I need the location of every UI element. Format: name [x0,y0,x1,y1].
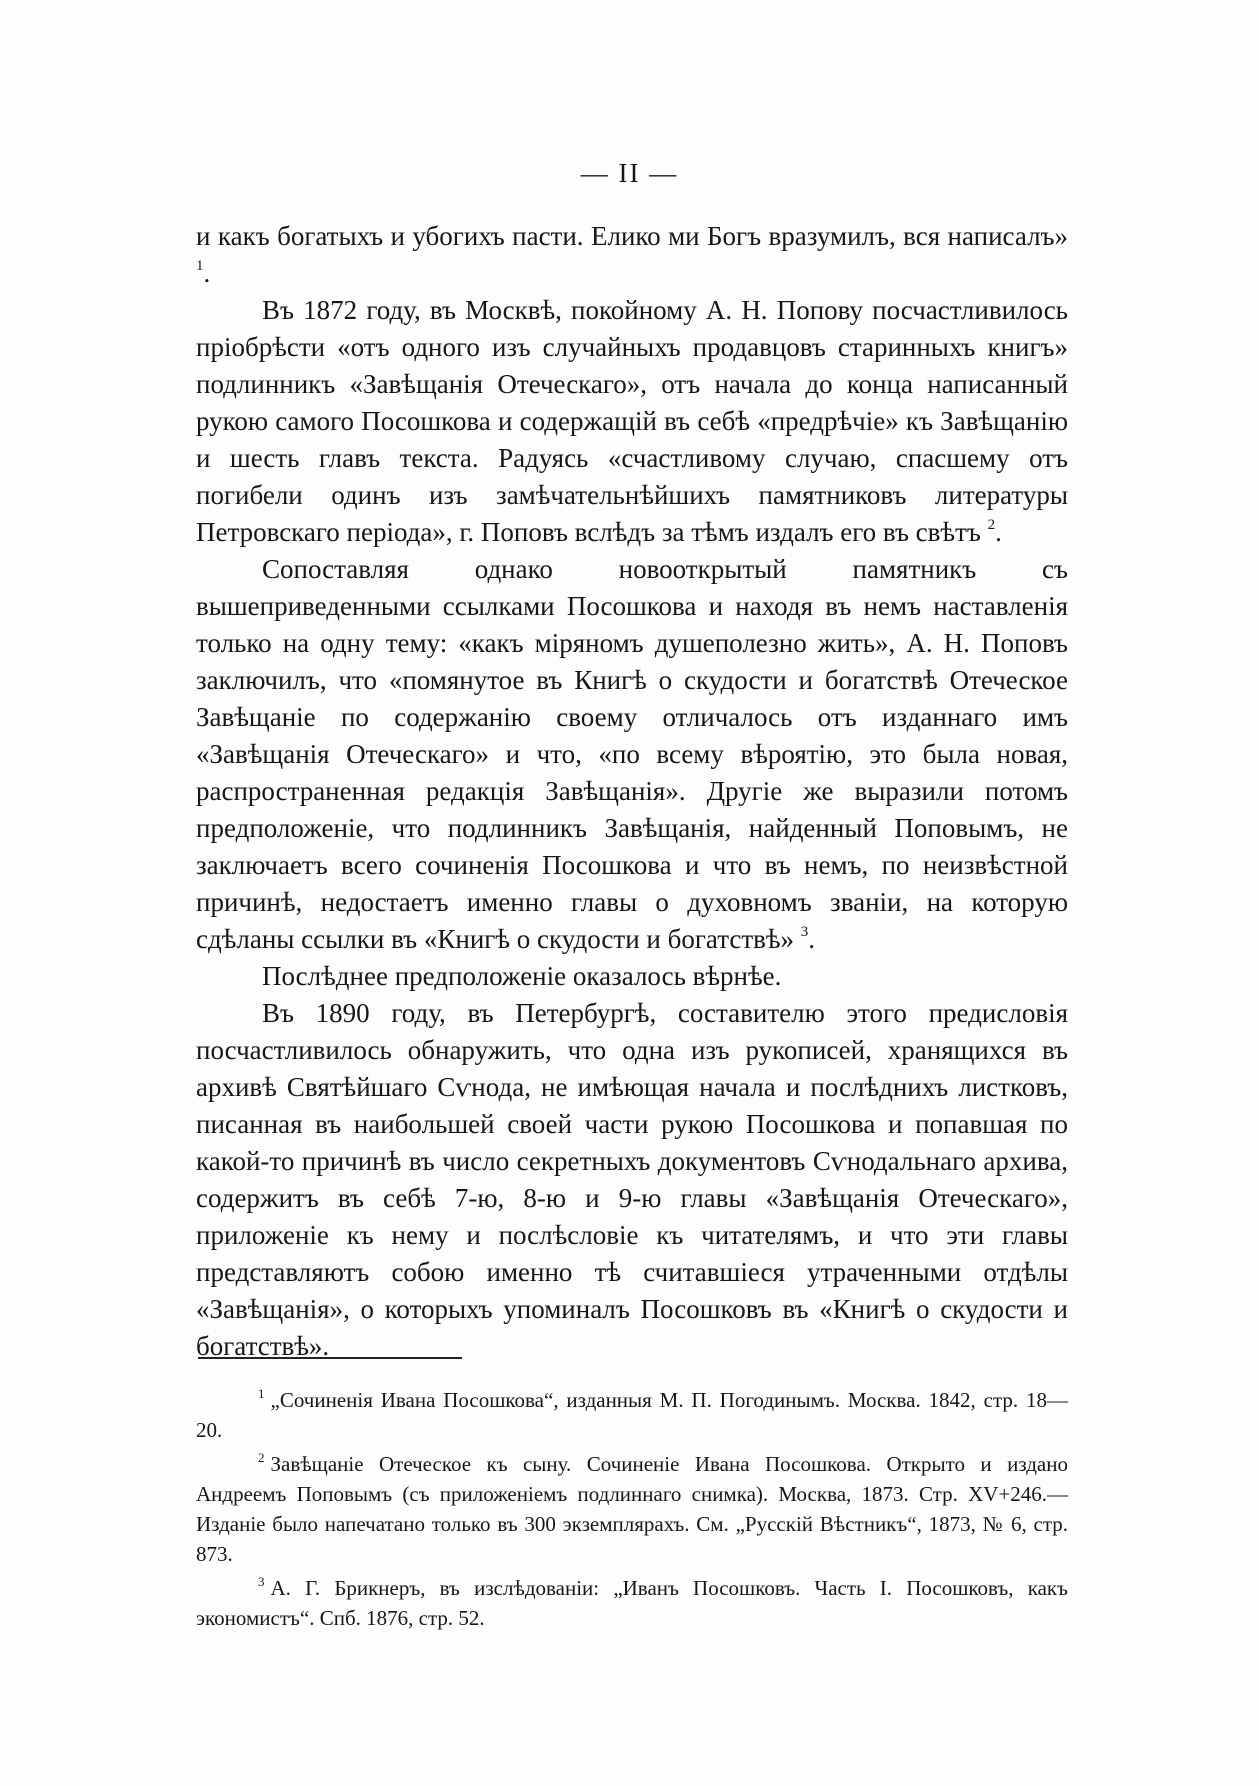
footnote-divider [198,1357,462,1359]
footnote-1 [196,1385,1068,1445]
paragraph-5 [196,995,1068,1365]
paragraph-text: Послѣднее предположеніе оказалось вѣрнѣе. [262,961,782,991]
paragraph-1: и какъ богатыхъ и убогихъ пасти. Елико ми Богъ вразумилъ, вся написалъ» $^1$. [196,221,1068,288]
footnotes [196,1385,1068,1637]
footnote-text: А. Г. Брикнеръ, въ изслѣдованіи: „Иванъ Посошковъ. Часть I. Посошковъ, какъ экономистъ“. Спб. 1876, стр. 52. [196,1576,1068,1630]
page-number: — II — [580,158,679,188]
paragraph-text: Въ 1890 году, въ Петербургѣ, составителю этого предисловія посчастливилось обнаружить, что одна изъ рукописей, хранящихся въ архивѣ Святѣйшаго Сѵнода, не имѣющая начала и послѣднихъ листковъ, писанная въ наибольшей своей части рукою Посошкова и попавшая по какой-то причинѣ въ число секретныхъ документовъ Сѵнодальнаго архива, содержитъ въ себѣ 7-ю, 8-ю и 9-ю главы «Завѣщанія Отеческаго», приложеніе къ нему и послѣсловіе къ читателямъ, и что эти главы представляютъ собою именно тѣ считавшіеся утраченными отдѣлы «Завѣщанія», о которыхъ упоминалъ Посошковъ въ «Книгѣ о скудости и богатствѣ». [196,998,1068,1361]
footnote-3 [196,1573,1068,1633]
paragraph-2: Въ 1872 году, въ Москвѣ, покойному А. Н. Попову посчастливилось пріобрѣсти «отъ одного изъ случайныхъ продавцовъ старинныхъ книгъ» подлинникъ «Завѣщанія Отеческаго», отъ начала до конца написанный рукою самого Посошкова и содержащій въ себѣ «предрѣчіе» къ Завѣщанію и шесть главъ текста. Радуясь «счастливому случаю, спасшему отъ погибели одинъ изъ замѣчательнѣйшихъ памятниковъ литературы Петровскаго періода», г. Поповъ вслѣдъ за тѣмъ издалъ его въ свѣтъ $^2$. [196,295,1068,547]
footnote-mark: 3 [258,1574,265,1589]
paragraph-text: и какъ богатыхъ и убогихъ пасти. Елико ми Богъ вразумилъ, вся написалъ» [196,221,1068,251]
paragraph-4 [196,958,1068,995]
footnote-ref-1: 1 [196,258,204,274]
footnote-text: Завѣщаніе Отеческое къ сыну. Сочиненіе Ивана Посошкова. Открыто и издано Андреемъ Поповымъ (съ приложеніемъ подлиннаго снимка). Москва, 1873. Стр. XV+246.—Изданіе было напечатано только въ 300 экземплярахъ. См. „Русскій Вѣстникъ“, 1873, № 6, стр. 873. [196,1452,1068,1566]
paragraph-text: Въ 1872 году, въ Москвѣ, покойному А. Н. Попову посчастливилось пріобрѣсти «отъ одного изъ случайныхъ продавцовъ старинныхъ книгъ» подлинникъ «Завѣщанія Отеческаго», отъ начала до конца написанный рукою самого Посошкова и содержащій въ себѣ «предрѣчіе» къ Завѣщанію и шесть главъ текста. Радуясь «счастливому случаю, спасшему отъ погибели одинъ изъ замѣчательнѣйшихъ памятниковъ литературы Петровскаго періода», г. Поповъ вслѣдъ за тѣмъ издалъ его въ свѣтъ [196,295,1068,547]
footnote-2 [196,1449,1068,1569]
footnote-text: „Сочиненія Ивана Посошкова“, изданныя М. П. Погодинымъ. Москва. 1842, стр. 18—20. [196,1388,1068,1442]
footnote-ref-3: 3 [800,924,809,940]
body-text [196,218,1068,1365]
footnote-mark: 1 [258,1386,265,1401]
paragraph-3: Сопоставляя однако новооткрытый памятникъ съ вышеприведенными ссылками Посошкова и находя въ немъ наставленія только на одну тему: «какъ міряномъ душеполезно жить», А. Н. Поповъ заключилъ, что «помянутое въ Книгѣ о скудости и богатствѣ Отеческое Завѣщаніе по содержанію своему отличалось отъ изданнаго имъ «Завѣщанія Отеческаго» и что, «по всему вѣроятію, это была новая, распространенная редакція Завѣщанія». Другіе же выразили потомъ предположеніе, что подлинникъ Завѣщанія, найденный Поповымъ, не заключаетъ всего сочиненія Посошкова и что въ немъ, по неизвѣстной причинѣ, недостаетъ именно главы о духовномъ званіи, на которую сдѣланы ссылки въ «Книгѣ о скудости и богатствѣ» $^3$. [196,554,1068,954]
paragraph-text: Сопоставляя однако новооткрытый памятникъ съ вышеприведенными ссылками Посошкова и находя въ немъ наставленія только на одну тему: «какъ міряномъ душеполезно жить», А. Н. Поповъ заключилъ, что «помянутое въ Книгѣ о скудости и богатствѣ Отеческое Завѣщаніе по содержанію своему отличалось отъ изданнаго имъ «Завѣщанія Отеческаго» и что, «по всему вѣроятію, это была новая, распространенная редакція Завѣщанія». Другіе же выразили потомъ предположеніе, что подлинникъ Завѣщанія, найденный Поповымъ, не заключаетъ всего сочиненія Посошкова и что въ немъ, по неизвѣстной причинѣ, недостаетъ именно главы о духовномъ званіи, на которую сдѣланы ссылки въ «Книгѣ о скудости и богатствѣ» [196,554,1068,954]
footnote-mark: 2 [258,1450,265,1465]
footnote-ref-2: 2 [987,517,996,533]
